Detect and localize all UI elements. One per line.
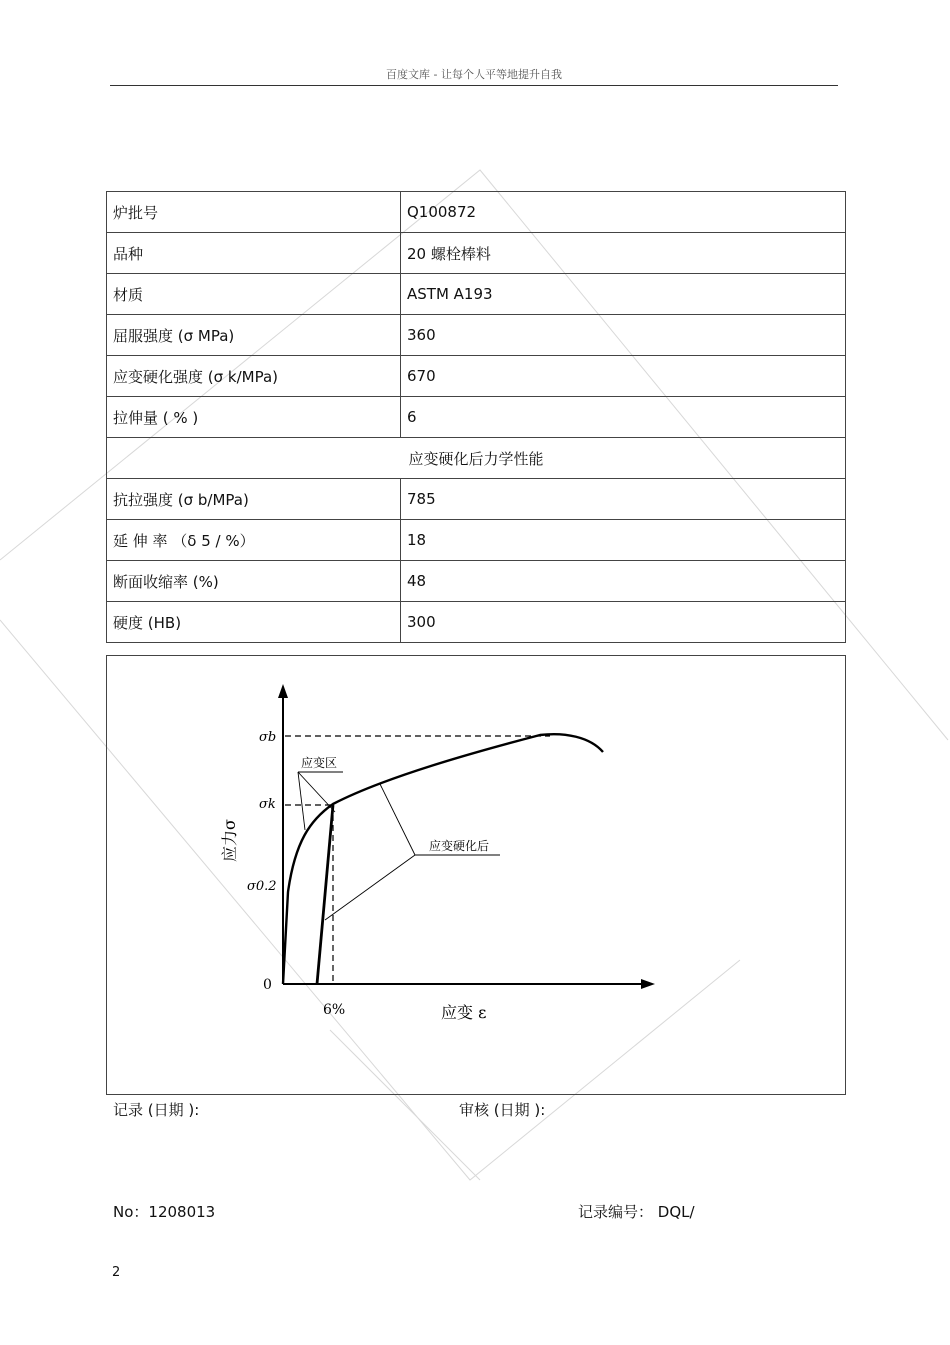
zone-leader-2 (298, 772, 335, 812)
annotation-zone: 应变区 (301, 756, 338, 770)
y-axis-arrow (278, 684, 288, 698)
row-value: 785 (401, 479, 846, 520)
row-value: Q100872 (401, 192, 846, 233)
row-value: 48 (401, 561, 846, 602)
row-label: 材质 (107, 274, 401, 315)
table-row (107, 315, 846, 356)
row-value: ASTM A193 (401, 274, 846, 315)
table-row (107, 561, 846, 602)
unload-reload-line (317, 805, 333, 984)
tick-sigma-b: σb (259, 730, 277, 745)
row-label: 炉批号 (107, 192, 401, 233)
row-label: 硬度 (HB) (107, 602, 401, 643)
stress-strain-figure (195, 662, 735, 1022)
row-value: 360 (401, 315, 846, 356)
tick-origin: 0 (263, 977, 272, 993)
page-number: 2 (112, 1265, 121, 1280)
table-row (107, 356, 846, 397)
record-date: 记录 (日期 ): (113, 1101, 200, 1119)
table-row (107, 192, 846, 233)
record-number: 记录编号： DQL/ (578, 1203, 695, 1221)
row-value: 300 (401, 602, 846, 643)
table-row (107, 233, 846, 274)
document-number: No：1208013 (113, 1203, 216, 1221)
row-label: 屈服强度 (σ MPa) (107, 315, 401, 356)
table-row (107, 479, 846, 520)
row-label: 应变硬化强度 (σ k/MPa) (107, 356, 401, 397)
after-leader-2 (325, 855, 415, 920)
section-row (107, 438, 846, 479)
x-axis-arrow (641, 979, 655, 989)
tick-six-percent: 6% (323, 1002, 346, 1018)
header-rule (110, 85, 838, 86)
review-date: 审核 (日期 ): (459, 1101, 546, 1119)
row-label: 拉伸量 ( % ) (107, 397, 401, 438)
zone-leader-1 (298, 772, 305, 830)
row-label: 品种 (107, 233, 401, 274)
row-value: 670 (401, 356, 846, 397)
row-value: 20 螺栓棒料 (401, 233, 846, 274)
table-row (107, 520, 846, 561)
page-header: 百度文库 - 让每个人平等地提升自我 (386, 68, 562, 81)
row-label: 断面收缩率 (%) (107, 561, 401, 602)
annotation-after: 应变硬化后 (429, 839, 490, 853)
tick-sigma-02: σ0.2 (247, 879, 277, 894)
row-label: 抗拉强度 (σ b/MPa) (107, 479, 401, 520)
row-label: 延 伸 率 （δ 5 / %） (107, 520, 401, 561)
table-row (107, 274, 846, 315)
after-leader-1 (380, 784, 415, 855)
table-row (107, 602, 846, 643)
row-value: 18 (401, 520, 846, 561)
properties-table (106, 191, 846, 643)
y-axis-label: 应力σ (220, 819, 239, 862)
tick-sigma-k: σk (259, 797, 276, 812)
table-row (107, 397, 846, 438)
section-title: 应变硬化后力学性能 (107, 438, 846, 479)
row-value: 6 (401, 397, 846, 438)
x-axis-label: 应变 ε (441, 1003, 487, 1022)
